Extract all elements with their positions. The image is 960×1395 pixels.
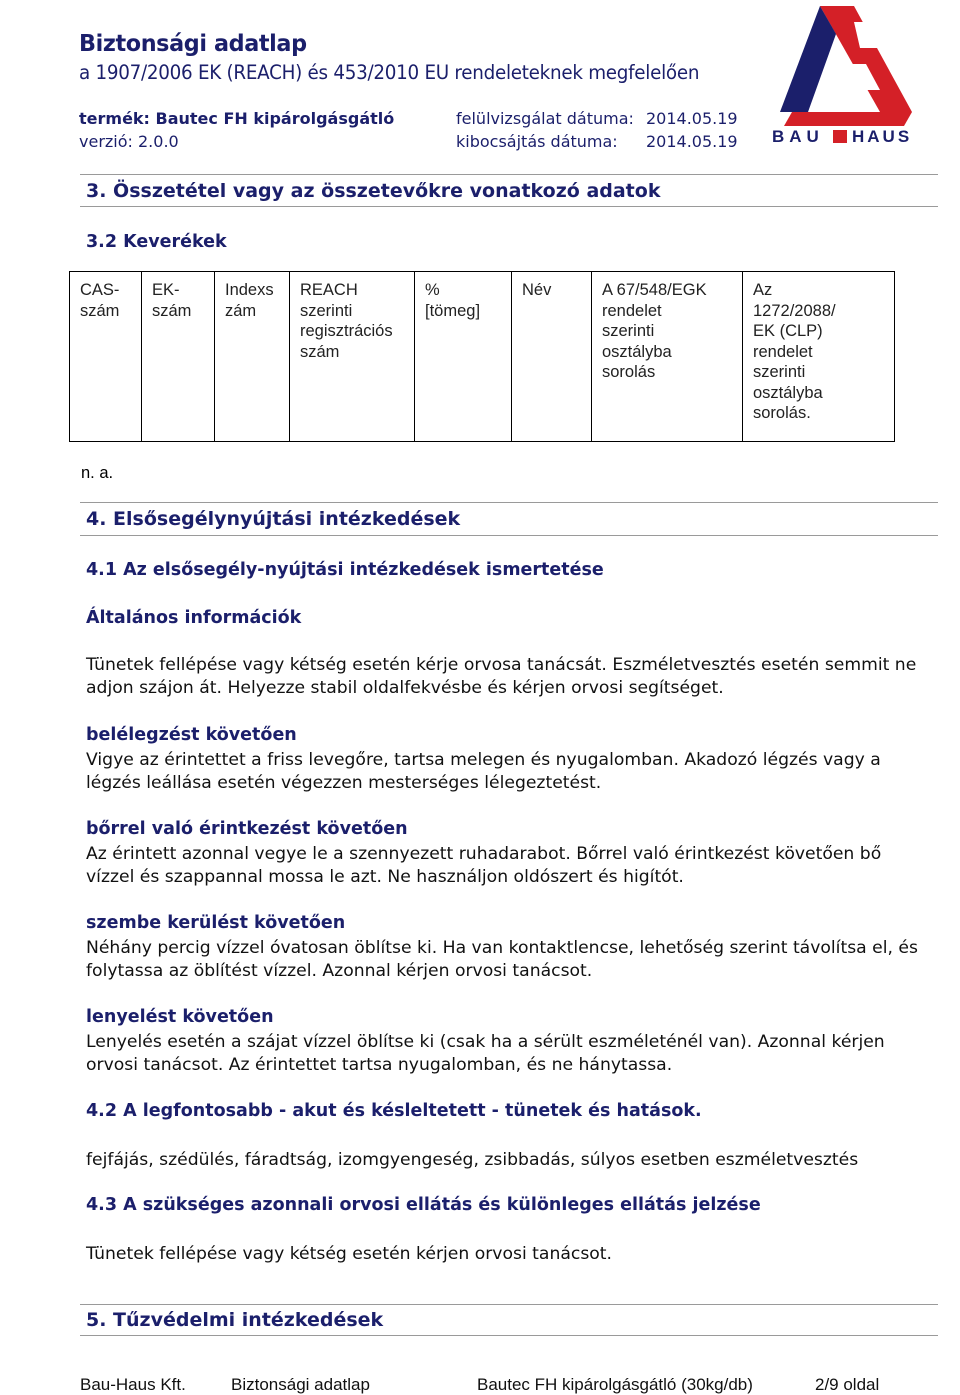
col-index: [215, 272, 290, 442]
col-label: Név: [522, 281, 552, 299]
col-label: A 67/548/EGK rendelet szerinti osztályba sorolás: [602, 281, 707, 381]
col-label: Indexs zám: [225, 281, 274, 320]
inhalation-text: Vigye az érintettet a friss levegőre, tartsa melegen és nyugalomban. Akadozó légzés vagy a légzés leállása esetén végezzen mesterséges lélegeztetést.: [86, 750, 881, 793]
general-info-heading: Általános információk: [86, 608, 302, 628]
divider: [80, 1335, 938, 1336]
regulation-subtitle: a 1907/2006 EK (REACH) és 453/2010 EU rendeleteknek megfelelően: [79, 61, 700, 84]
col-ek: [142, 272, 215, 442]
footer-document: Biztonsági adatlap: [231, 1375, 370, 1394]
skin-contact-text: Az érintett azonnal vegye le a szennyezett ruhadarabot. Bőrrel való érintkezést követően bő vízzel és szappannal mossa le azt. Ne használjon oldószert és higítót.: [86, 844, 882, 887]
issue-date-label: kibocsájtás dátuma:: [456, 132, 618, 151]
divider: [80, 502, 938, 503]
section-3-heading: 3. Összetétel vagy az összetevőkre vonatkozó adatok: [86, 180, 661, 202]
svg-text:BAU: BAU: [772, 127, 824, 146]
product-name: termék: Bautec FH kipárolgásgátló: [79, 109, 395, 128]
section-4-heading: 4. Elsősegélynyújtási intézkedések: [86, 508, 461, 530]
skin-contact-heading: bőrrel való érintkezést követően: [86, 819, 408, 839]
medical-attention-text: Tünetek fellépése vagy kétség esetén kérjen orvosi tanácsot.: [86, 1244, 613, 1264]
footer-company: Bau-Haus Kft.: [80, 1375, 186, 1394]
footer-page-number: 2/9 oldal: [815, 1375, 880, 1394]
divider: [80, 1304, 938, 1305]
eye-contact-text: Néhány percig vízzel óvatosan öblítse ki. Ha van kontaktlencse, lehetőség szerint távolítsa el, és folytassa az öblítést vízzel. Azonnal kérjen orvosi tanácsot.: [86, 938, 918, 981]
version: verzió: 2.0.0: [79, 132, 179, 151]
document-title: Biztonsági adatlap: [79, 31, 307, 57]
review-date-label: felülvizsgálat dátuma:: [456, 109, 634, 128]
review-date: 2014.05.19: [646, 109, 738, 128]
col-label: % [tömeg]: [425, 281, 481, 320]
divider: [80, 174, 938, 175]
col-name: [512, 272, 592, 442]
section-4-2-heading: 4.2 A legfontosabb - akut és késleltetett - tünetek és hatások.: [86, 1101, 702, 1121]
section-4-3-heading: 4.3 A szükséges azonnali orvosi ellátás és különleges ellátás jelzése: [86, 1195, 761, 1215]
inhalation-heading: belélegzést követően: [86, 725, 297, 745]
bauhaus-logo-icon: [762, 4, 932, 154]
col-cas: [70, 272, 142, 442]
col-label: CAS- szám: [80, 281, 120, 320]
ingestion-heading: lenyelést követően: [86, 1007, 274, 1027]
general-info-text: Tünetek fellépése vagy kétség esetén kérje orvosa tanácsát. Eszméletvesztés esetén semmit ne adjon szájon át. Helyezze stabil oldalfekvésbe és kérjen orvosi segítséget.: [86, 655, 917, 698]
ingestion-text: Lenyelés esetén a szájat vízzel öblítse ki (csak ha a sérült eszméleténél van). Azonnal kérjen orvosi tanácsot. Az érintettet tartsa nyugalomban, és ne hánytassa.: [86, 1032, 885, 1075]
svg-text:HAUS: HAUS: [852, 127, 913, 146]
footer-product: Bautec FH kipárolgásgátló (30kg/db): [477, 1375, 753, 1394]
bauhaus-logo: [762, 4, 932, 154]
col-label: Az 1272/2088/ EK (CLP) rendelet szerinti osztályba sorolás.: [753, 281, 836, 422]
eye-contact-heading: szembe kerülést követően: [86, 913, 346, 933]
section-4-1-heading: 4.1 Az elsősegély-nyújtási intézkedések ismertetése: [86, 560, 604, 580]
col-reach: [290, 272, 415, 442]
section-5-heading: 5. Tűzvédelmi intézkedések: [86, 1309, 384, 1331]
col-label: EK- szám: [152, 281, 192, 320]
not-applicable-note: n. a.: [81, 464, 114, 482]
col-67-548: [592, 272, 743, 442]
composition-table: [69, 271, 895, 442]
divider: [80, 535, 938, 536]
symptoms-text: fejfájás, szédülés, fáradtság, izomgyengeség, zsibbadás, súlyos esetben eszméletvesztés: [86, 1150, 859, 1170]
divider: [80, 206, 938, 207]
table-header-row: [70, 272, 895, 442]
col-label: REACH szerinti regisztrációs szám: [300, 281, 393, 361]
section-3-2-heading: 3.2 Keverékek: [86, 232, 227, 252]
issue-date: 2014.05.19: [646, 132, 738, 151]
col-clp: [743, 272, 895, 442]
col-percent: [415, 272, 512, 442]
